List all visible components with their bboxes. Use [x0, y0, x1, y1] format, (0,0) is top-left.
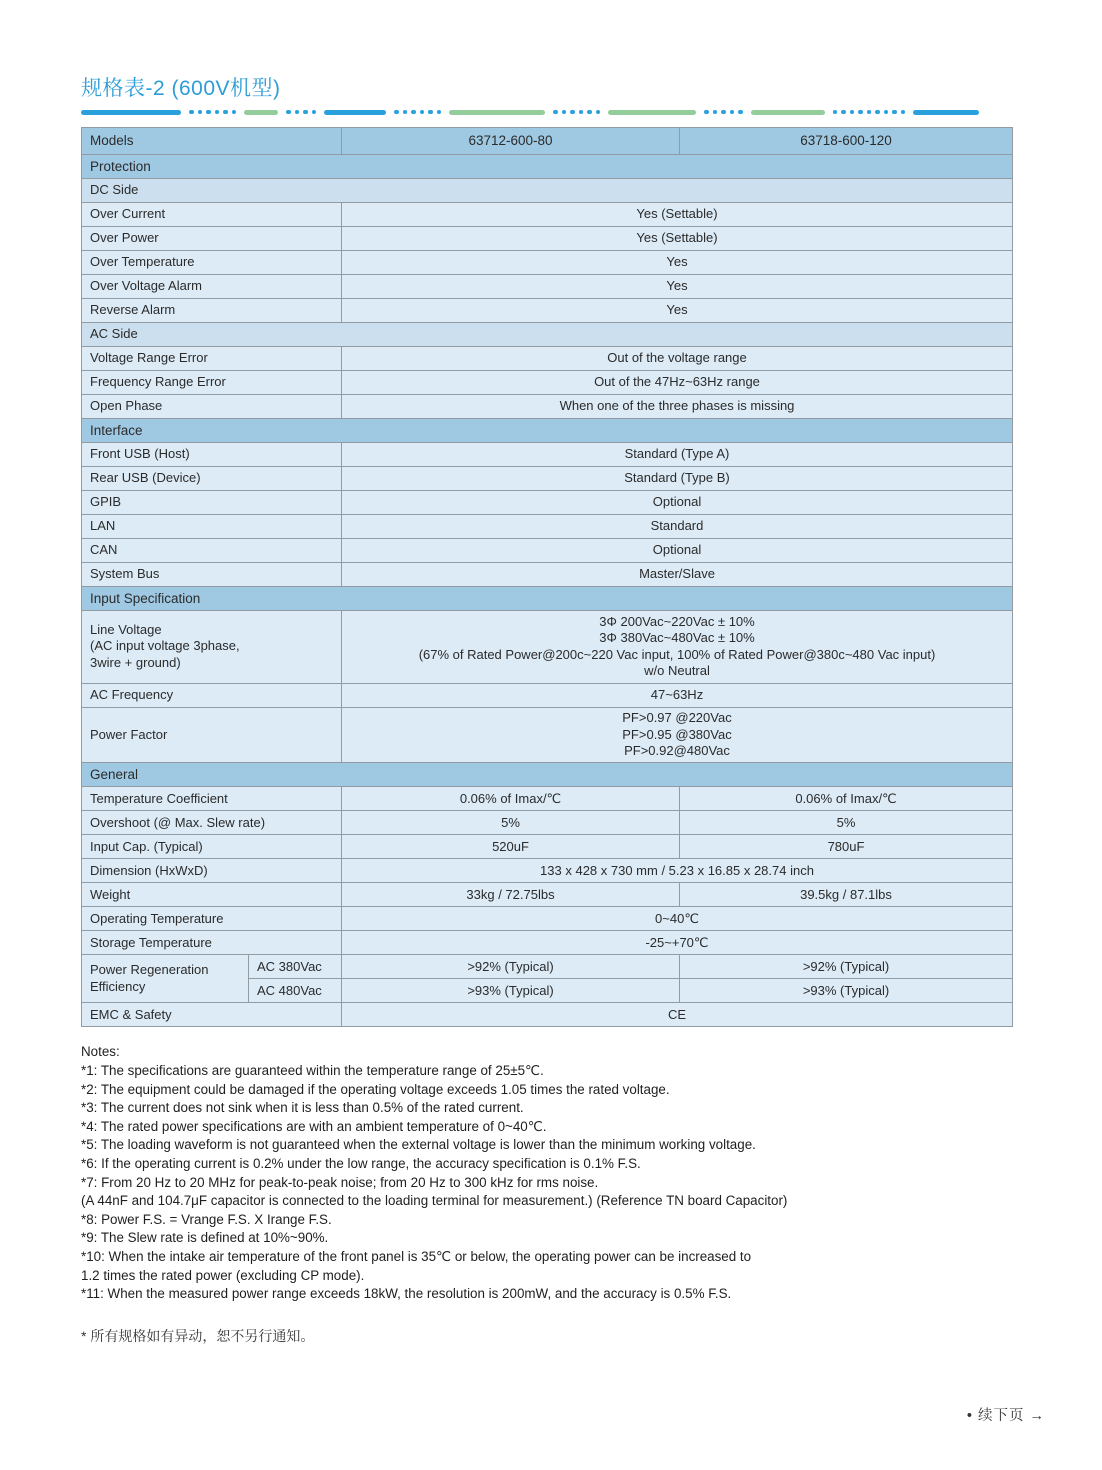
page-title: 规格表-2 (600V机型): [81, 77, 281, 100]
row-value: -25~+70℃: [342, 931, 1013, 955]
spec-row: [82, 371, 1013, 395]
row-value: Optional: [342, 491, 1013, 515]
divider-dash: [751, 110, 825, 115]
row-sublabel: AC 480Vac: [249, 979, 342, 1003]
spec-row: [82, 835, 1013, 859]
spec-row: [82, 227, 1013, 251]
row-value-model-1: >93% (Typical): [342, 979, 680, 1003]
page: [81, 0, 1012, 1346]
spec-row: [82, 787, 1013, 811]
spec-row: [82, 395, 1013, 419]
divider-dots: [394, 110, 441, 115]
spec-row: [82, 859, 1013, 883]
row-label: Over Power: [82, 227, 342, 251]
row-label: Rear USB (Device): [82, 467, 342, 491]
row-value: CE: [342, 1003, 1013, 1027]
spec-row: [82, 299, 1013, 323]
row-label: Voltage Range Error: [82, 347, 342, 371]
row-value: PF>0.97 @220Vac PF>0.95 @380Vac PF>0.92@480Vac: [342, 707, 1013, 763]
note-line-8: (A 44nF and 104.7μF capacitor is connected to the loading terminal for measurement.) (Reference TN board Capacitor): [81, 1193, 788, 1209]
row-value: 133 x 428 x 730 mm / 5.23 x 16.85 x 28.74 inch: [342, 859, 1013, 883]
spec-row: [82, 443, 1013, 467]
spec-row: [82, 251, 1013, 275]
row-label: Over Voltage Alarm: [82, 275, 342, 299]
row-value-model-2: 780uF: [680, 835, 1013, 859]
spec-row: [82, 611, 1013, 684]
row-value-model-1: 0.06% of Imax/℃: [342, 787, 680, 811]
row-value: 3Φ 200Vac~220Vac ± 10% 3Φ 380Vac~480Vac ± 10% (67% of Rated Power@200c~220 Vac input, 100% of Rated Power@380c~480 Vac input) w/o Neutral: [342, 611, 1013, 684]
spec-row: [82, 563, 1013, 587]
divider-dash: [913, 110, 979, 115]
note-line-11: *10: When the intake air temperature of the front panel is 35℃ or below, the operating power can be increased to: [81, 1248, 752, 1264]
spec-row: [82, 707, 1013, 763]
subsection-header-row: [82, 323, 1013, 347]
divider-dots: [286, 110, 316, 115]
models-header-label: Models: [82, 128, 342, 155]
row-label: Power Regeneration Efficiency: [82, 955, 249, 1003]
section-header: General: [82, 763, 1013, 787]
model-name-1: 63712-600-80: [342, 128, 680, 155]
note-line-4: *4: The rated power specifications are with an ambient temperature of 0~40℃.: [81, 1118, 547, 1134]
row-value: Out of the 47Hz~63Hz range: [342, 371, 1013, 395]
note-line-12: 1.2 times the rated power (excluding CP mode).: [81, 1267, 365, 1283]
spec-row: [82, 683, 1013, 707]
row-value: When one of the three phases is missing: [342, 395, 1013, 419]
spec-row: [82, 907, 1013, 931]
row-value: Standard (Type A): [342, 443, 1013, 467]
row-value-model-1: 520uF: [342, 835, 680, 859]
spec-row: [82, 275, 1013, 299]
row-label: Reverse Alarm: [82, 299, 342, 323]
row-value: Out of the voltage range: [342, 347, 1013, 371]
note-line-10: *9: The Slew rate is defined at 10%~90%.: [81, 1230, 329, 1246]
row-value: Yes: [342, 299, 1013, 323]
spec-row: [82, 347, 1013, 371]
row-value-model-2: 0.06% of Imax/℃: [680, 787, 1013, 811]
row-label: Temperature Coefficient: [82, 787, 342, 811]
spec-row: [82, 539, 1013, 563]
row-label: GPIB: [82, 491, 342, 515]
section-header: Interface: [82, 419, 1013, 443]
note-line-9: *8: Power F.S. = Vrange F.S. X Irange F.S.: [81, 1211, 332, 1227]
row-label: Overshoot (@ Max. Slew rate): [82, 811, 342, 835]
models-header-row: [82, 128, 1013, 155]
row-label: Open Phase: [82, 395, 342, 419]
section-header-row: [82, 419, 1013, 443]
row-label: Line Voltage (AC input voltage 3phase, 3wire + ground): [82, 611, 342, 684]
divider-dots: [189, 110, 236, 115]
section-header-row: [82, 763, 1013, 787]
notes-block: [81, 1043, 1012, 1303]
row-value-model-1: >92% (Typical): [342, 955, 680, 979]
row-value: Yes: [342, 251, 1013, 275]
row-label: Weight: [82, 883, 342, 907]
row-value-model-2: >92% (Typical): [680, 955, 1013, 979]
row-value: Optional: [342, 539, 1013, 563]
divider-dash: [324, 110, 386, 115]
divider-dash: [608, 110, 696, 115]
note-line-13: *11: When the measured power range exceeds 18kW, the resolution is 200mW, and the accuracy is 0.5% F.S.: [81, 1286, 732, 1302]
row-label: System Bus: [82, 563, 342, 587]
row-value: 0~40℃: [342, 907, 1013, 931]
note-line-1: *1: The specifications are guaranteed within the temperature range of 25±5℃.: [81, 1062, 544, 1078]
row-value-model-2: 39.5kg / 87.1lbs: [680, 883, 1013, 907]
chinese-disclaimer: * 所有规格如有异动，恕不另行通知。: [81, 1327, 315, 1344]
decorative-divider: [81, 109, 1043, 115]
row-value: Standard: [342, 515, 1013, 539]
row-value-model-2: >93% (Typical): [680, 979, 1013, 1003]
divider-dash: [244, 110, 278, 115]
row-label: Over Temperature: [82, 251, 342, 275]
subsection-header: AC Side: [82, 323, 1013, 347]
row-sublabel: AC 380Vac: [249, 955, 342, 979]
note-line-2: *2: The equipment could be damaged if the operating voltage exceeds 1.05 times the rated voltage.: [81, 1081, 670, 1097]
section-header-row: [82, 587, 1013, 611]
row-label: CAN: [82, 539, 342, 563]
section-header-row: [82, 155, 1013, 179]
row-label: Front USB (Host): [82, 443, 342, 467]
note-line-6: *6: If the operating current is 0.2% under the low range, the accuracy specification is 0.1% F.S.: [81, 1155, 641, 1171]
divider-dots: [553, 110, 600, 115]
row-value-model-1: 5%: [342, 811, 680, 835]
spec-row: [82, 491, 1013, 515]
row-label: Frequency Range Error: [82, 371, 342, 395]
model-name-2: 63718-600-120: [680, 128, 1013, 155]
spec-row: [82, 955, 1013, 979]
spec-row: [82, 467, 1013, 491]
row-label: LAN: [82, 515, 342, 539]
row-label: Operating Temperature: [82, 907, 342, 931]
spec-row: [82, 811, 1013, 835]
row-label: Power Factor: [82, 707, 342, 763]
subsection-header-row: [82, 179, 1013, 203]
row-label: Dimension (HxWxD): [82, 859, 342, 883]
divider-dash: [449, 110, 545, 115]
divider-dots: [704, 110, 743, 115]
spec-row: [82, 515, 1013, 539]
row-label: Input Cap. (Typical): [82, 835, 342, 859]
row-value: Master/Slave: [342, 563, 1013, 587]
spec-row: [82, 883, 1013, 907]
spec-row: [82, 931, 1013, 955]
row-label: EMC & Safety: [82, 1003, 342, 1027]
row-label: AC Frequency: [82, 683, 342, 707]
row-value: Yes (Settable): [342, 203, 1013, 227]
section-header: Input Specification: [82, 587, 1013, 611]
spec-row: [82, 203, 1013, 227]
divider-dots: [833, 110, 906, 115]
row-value: 47~63Hz: [342, 683, 1013, 707]
row-value: Standard (Type B): [342, 467, 1013, 491]
row-label: Storage Temperature: [82, 931, 342, 955]
row-value-model-2: 5%: [680, 811, 1013, 835]
spec-table: [81, 127, 1013, 1027]
subsection-header: DC Side: [82, 179, 1013, 203]
spec-row: [82, 1003, 1013, 1027]
row-value: Yes: [342, 275, 1013, 299]
notes-heading: Notes:: [81, 1044, 120, 1060]
row-label: Over Current: [82, 203, 342, 227]
row-value-model-1: 33kg / 72.75lbs: [342, 883, 680, 907]
divider-dash: [81, 110, 181, 115]
note-line-5: *5: The loading waveform is not guaranteed when the external voltage is lower than the minimum working voltage.: [81, 1137, 756, 1153]
note-line-7: *7: From 20 Hz to 20 MHz for peak-to-peak noise; from 20 Hz to 300 kHz for rms noise.: [81, 1174, 599, 1190]
continue-next-page-label: • 续下页 →: [966, 1408, 1045, 1424]
section-header: Protection: [82, 155, 1013, 179]
row-value: Yes (Settable): [342, 227, 1013, 251]
note-line-3: *3: The current does not sink when it is less than 0.5% of the rated current.: [81, 1100, 524, 1116]
